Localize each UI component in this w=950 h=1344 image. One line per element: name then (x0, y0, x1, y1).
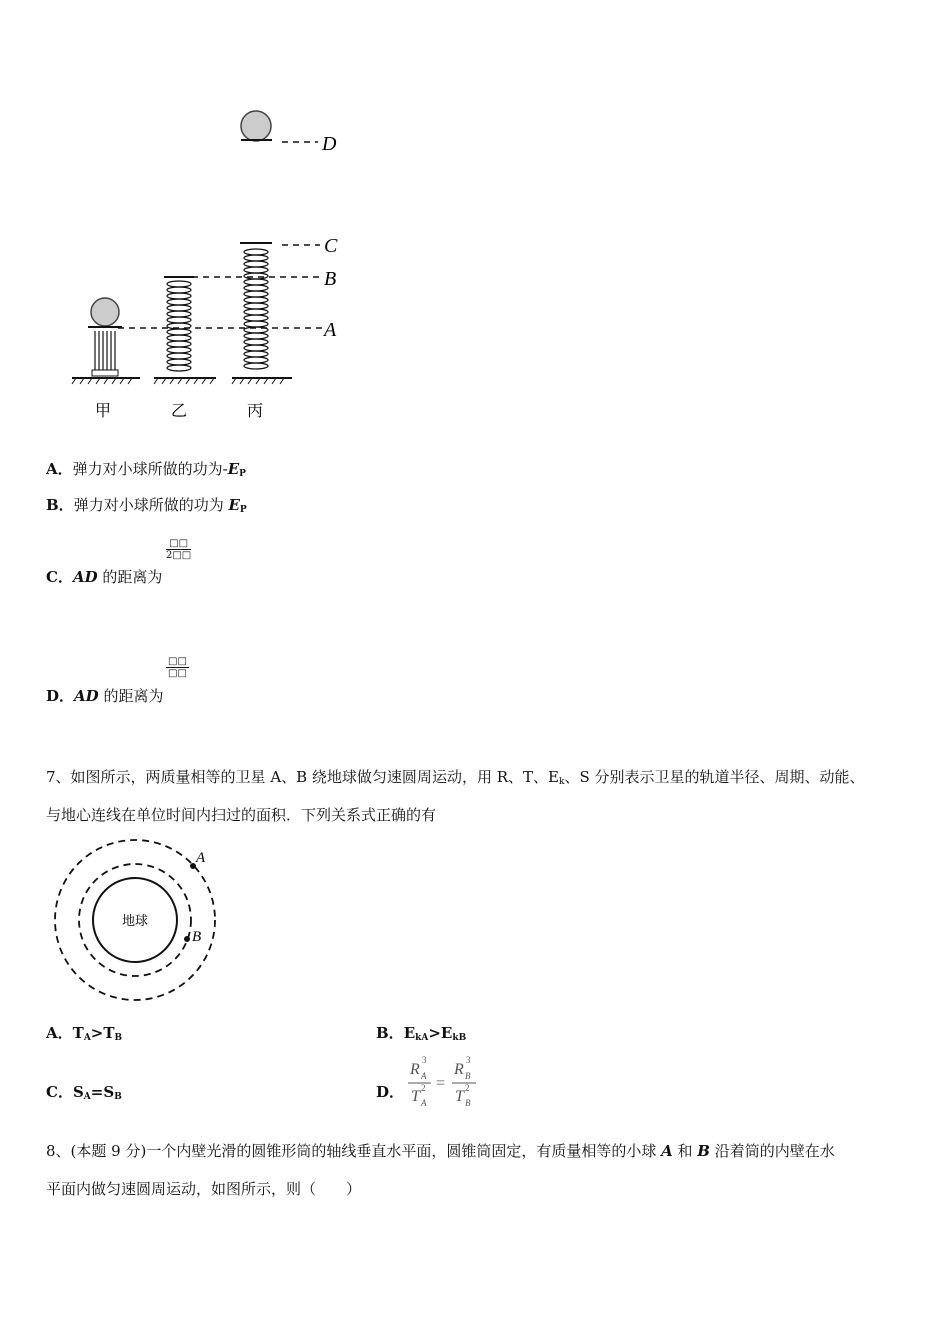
svg-text:2: 2 (465, 1083, 470, 1093)
svg-text:T: T (411, 1088, 420, 1105)
svg-text:R: R (410, 1061, 420, 1078)
svg-text:3: 3 (422, 1055, 427, 1065)
svg-text:A: A (421, 1071, 427, 1081)
q6-option-c-fraction: □□ 2□□ (166, 538, 192, 561)
ball-d (241, 111, 271, 141)
q7-option-a: A．$T_A>T_B$ (46, 1024, 123, 1043)
q7-option-b: B．$E_{kA}>E_{kB}$ (376, 1024, 467, 1043)
label-b: B (324, 268, 337, 290)
svg-text:B: B (465, 1098, 471, 1108)
q7-option-d-formula (404, 1054, 480, 1110)
q6-option-c: C．AD 的距离为 (46, 568, 163, 586)
svg-text:A: A (421, 1098, 427, 1108)
q8-stem-line1: 8、(本题 9 分)一个内壁光滑的圆锥形筒的轴线垂直水平面，圆锥筒固定，有质量相等的小球 A 和 B 沿着筒的内壁在水 (46, 1142, 835, 1160)
q8-stem-line2: 平面内做匀速圆周运动，如图所示，则（ ） (46, 1180, 362, 1198)
caption-yi: 乙 (171, 401, 188, 420)
svg-text:R: R (454, 1061, 464, 1078)
caption-bing: 丙 (247, 401, 264, 420)
q7-option-d-letter: D． (376, 1083, 405, 1101)
satellite-a-label: A (196, 850, 206, 866)
satellite-b-label: B (192, 929, 202, 945)
spring-figure (60, 100, 360, 430)
caption-jia: 甲 (95, 401, 112, 420)
orbit-figure (50, 838, 230, 1008)
svg-text:2: 2 (421, 1083, 426, 1093)
q7-stem-line2: 与地心连线在单位时间内扫过的面积．下列关系式正确的有 (46, 806, 437, 824)
label-a: A (324, 319, 337, 341)
svg-text:=: = (436, 1075, 446, 1092)
q7-stem-line1: 7、如图所示，两质量相等的卫星 A、B 绕地球做匀速圆周运动，用 R、T、$E_k$、S 分别表示卫星的轨道半径、周期、动能、 (46, 768, 865, 787)
q6-option-a: A．弹力对小球所做的功为$-E_P$ (46, 460, 246, 479)
svg-text:3: 3 (466, 1055, 471, 1065)
svg-text:T: T (455, 1088, 464, 1105)
q6-option-d: D．AD 的距离为 (46, 687, 164, 705)
label-c: C (324, 235, 338, 257)
satellite-b (184, 936, 190, 942)
svg-text:B: B (465, 1071, 471, 1081)
earth-label: 地球 (122, 914, 149, 929)
q6-option-b: B．弹力对小球所做的功为 $E_P$ (46, 496, 247, 515)
q6-option-d-fraction: □□ □□ (168, 656, 187, 679)
q7-option-c: C．$S_A=S_B$ (46, 1083, 122, 1102)
label-d: D (322, 133, 337, 155)
